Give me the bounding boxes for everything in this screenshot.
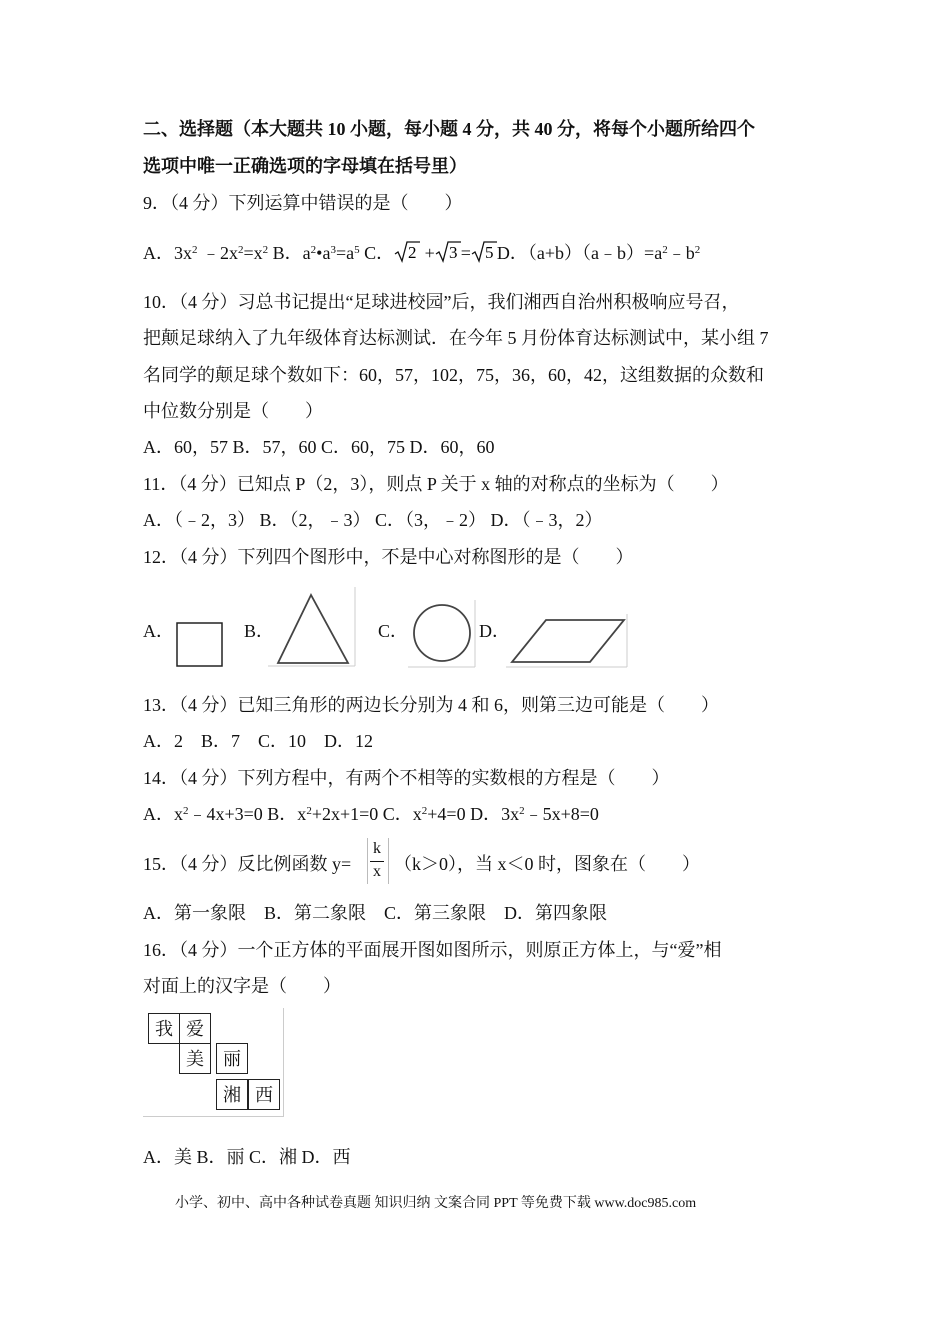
- fraction-k-over-x: k x: [367, 838, 387, 886]
- question-12-label-a: A．: [143, 621, 174, 641]
- question-13-stem: 13．（4 分）已知三角形的两边长分别为 4 和 6，则第三边可能是（ ）: [143, 695, 719, 715]
- question-15-options: A．第一象限 B．第二象限 C．第三象限 D．第四象限: [143, 903, 608, 923]
- footer-text: 小学、初中、高中各种试卷真题 知识归纳 文案合同 PPT 等免费下载 www.doc985.com: [175, 1196, 697, 1211]
- question-10-line3: 名同学的颠足球个数如下：60，57，102，75，36，60，42，这组数据的众数和: [143, 365, 764, 385]
- question-15-stem-pre: 15．（4 分）反比例函数 y=: [143, 854, 352, 874]
- question-11-options: A．（﹣2，3） B．（2，﹣3） C．（3，﹣2） D．（﹣3，2）: [143, 510, 603, 530]
- cube-net-cell: 西: [248, 1079, 280, 1110]
- circle-figure: [408, 600, 476, 673]
- sqrt-5: [471, 240, 497, 264]
- cube-net-cell: 美: [179, 1043, 211, 1074]
- question-9-stem: 9．（4 分）下列运算中错误的是（ ）: [143, 193, 463, 213]
- triangle-figure: [268, 587, 356, 672]
- section-title-line1: 二、选择题（本大题共 10 小题，每小题 4 分，共 40 分，将每个小题所给四个: [143, 119, 755, 139]
- question-16-options: A．美 B．丽 C．湘 D．西: [143, 1147, 351, 1167]
- cube-net-cell: 我: [148, 1013, 180, 1044]
- cube-net-cell: 爱: [179, 1013, 211, 1044]
- svg-text:3: 3: [448, 243, 458, 262]
- svg-text:5: 5: [484, 243, 494, 262]
- question-14-options: A．$x^2﹣4x+3=0$ B．$x^2+2x+1=0$ C．$x^2+4=0$ D．$3x^2﹣5x+8=0$: [143, 804, 599, 824]
- question-14-stem: 14．（4 分）下列方程中，有两个不相等的实数根的方程是（ ）: [143, 768, 670, 788]
- parallelogram-figure: [506, 614, 628, 673]
- question-12-label-b: B．: [244, 621, 275, 641]
- question-9-options: A．$3x^2$ $﹣2x^2=x^2$ B．$a^2•a^3=a^5$ C． 2 + 3 = 5 D．$(a+b)(a﹣b)=a^2﹣b^2$: [143, 240, 700, 264]
- cube-net-cell: 丽: [216, 1043, 248, 1074]
- question-10-line1: 10．（4 分）习总书记提出“足球进校园”后，我们湘西自治州积极响应号召，: [143, 292, 740, 312]
- section-title-line2: 选项中唯一正确选项的字母填在括号里）: [143, 156, 467, 176]
- question-15-stem-post: （k＞0），当 x＜0 时，图象在（ ）: [394, 854, 700, 874]
- question-10-line4: 中位数分别是（ ）: [143, 401, 323, 421]
- question-11-stem: 11．（4 分）已知点 P（2，3），则点 P 关于 x 轴的对称点的坐标为（ ）: [143, 474, 729, 494]
- square-figure: [176, 622, 224, 673]
- question-13-options: A．2 B．7 C．10 D．12: [143, 731, 374, 751]
- question-10-line2: 把颠足球纳入了九年级体育达标测试．在今年 5 月份体育达标测试中，某小组 7: [143, 328, 769, 348]
- question-10-options: A．60，57 B．57，60 C．60，75 D．60，60: [143, 437, 495, 457]
- cube-net-figure: [143, 1008, 284, 1117]
- question-12-label-d: D．: [479, 621, 510, 641]
- question-16-line1: 16．（4 分）一个正方体的平面展开图如图所示，则原正方体上，与“爱”相: [143, 940, 722, 960]
- sqrt-2: [394, 240, 420, 264]
- sqrt-3: [435, 240, 461, 264]
- question-16-line2: 对面上的汉字是（ ）: [143, 976, 341, 996]
- svg-text:2: 2: [408, 243, 417, 262]
- question-12-stem: 12．（4 分）下列四个图形中，不是中心对称图形的是（ ）: [143, 547, 634, 567]
- cube-net-cell: 湘: [216, 1079, 248, 1110]
- question-12-label-c: C．: [378, 621, 409, 641]
